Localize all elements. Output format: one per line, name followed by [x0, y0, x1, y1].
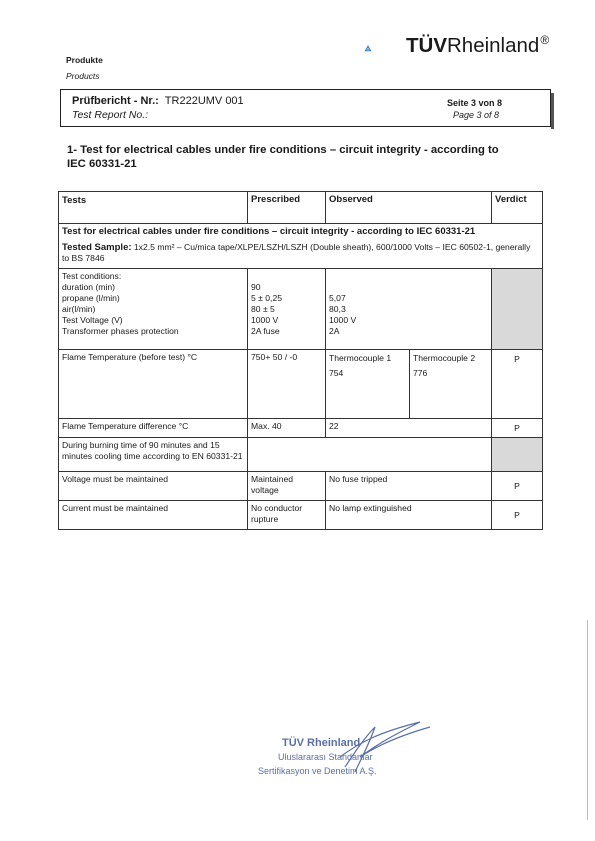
voltage-prescribed: Maintained voltage	[248, 472, 326, 501]
flame-temp-prescribed: 750+ 50 / -0	[248, 350, 326, 419]
thermocouple-1: Thermocouple 1 754	[326, 350, 410, 419]
section-title: Test for electrical cables under fire conditions – circuit integrity - according to IEC 60331-21	[62, 226, 476, 237]
brand-logo: TÜVRheinland®	[406, 33, 550, 57]
conditions-tests: Test conditions: duration (min) propane (l/min) air(l/min) Test Voltage (V) Transformer phases protection	[59, 269, 248, 350]
flame-diff-prescribed: Max. 40	[248, 419, 326, 438]
current-test: Current must be maintained	[59, 501, 248, 530]
table-row	[59, 224, 543, 269]
scan-edge-line	[587, 620, 588, 820]
table-header-row	[59, 192, 543, 224]
current-observed: No lamp extinguished	[326, 501, 492, 530]
tested-sample: Tested Sample: 1x2.5 mm² – Cu/mica tape/XLPE/LSZH/LSZH (Double sheath), 600/1000 Volts – IEC 60502-1, generally to BS 7846	[62, 242, 531, 263]
header-prescribed: Prescribed	[248, 192, 326, 224]
flame-diff-test: Flame Temperature difference °C	[59, 419, 248, 438]
results-table	[58, 191, 543, 530]
current-prescribed: No conductor rupture	[248, 501, 326, 530]
flame-diff-observed: 22	[326, 419, 492, 438]
voltage-test: Voltage must be maintained	[59, 472, 248, 501]
report-number-line	[72, 95, 244, 107]
burning-test: During burning time of 90 minutes and 15 minutes cooling time according to EN 60331-21	[59, 438, 248, 472]
stamp-line-2: Uluslararası Standartlar	[278, 752, 373, 762]
thermocouple-2: Thermocouple 2 776	[410, 350, 492, 419]
report-label-en: Test Report No.:	[72, 109, 149, 121]
table-row	[59, 438, 543, 472]
conditions-verdict	[492, 269, 543, 350]
burning-observed	[248, 438, 492, 472]
table-row	[59, 501, 543, 530]
triangle-logo-icon	[364, 28, 404, 68]
table-row	[59, 419, 543, 438]
voltage-observed: No fuse tripped	[326, 472, 492, 501]
table-row	[59, 350, 543, 419]
current-verdict: P	[492, 501, 543, 530]
section-heading: 1- Test for electrical cables under fire conditions – circuit integrity - according to IEC 60331-21	[67, 144, 499, 170]
stamp-company: TÜV Rheinland	[282, 737, 361, 749]
conditions-observed: 5,07 80,3 1000 V 2A	[326, 269, 492, 350]
page-number-en: Page 3 of 8	[453, 110, 500, 120]
conditions-prescribed: 90 5 ± 0,25 80 ± 5 1000 V 2A fuse	[248, 269, 326, 350]
burning-verdict	[492, 438, 543, 472]
report-label-de: Prüfbericht - Nr.:	[72, 95, 159, 107]
products-label-en: Products	[66, 71, 100, 81]
page-number-de: Seite 3 von 8	[447, 98, 503, 108]
flame-diff-verdict: P	[492, 419, 543, 438]
stamp-line-3: Sertifikasyon ve Denetim A.Ş.	[258, 766, 377, 776]
report-number: TR222UMV 001	[164, 95, 244, 107]
voltage-verdict: P	[492, 472, 543, 501]
flame-temp-verdict: P	[492, 350, 543, 419]
products-label-de: Produkte	[66, 55, 103, 65]
flame-temp-test: Flame Temperature (before test) °C	[59, 350, 248, 419]
table-row	[59, 269, 543, 350]
header-verdict: Verdict	[492, 192, 543, 224]
header-observed: Observed	[326, 192, 492, 224]
table-row	[59, 472, 543, 501]
header-tests: Tests	[59, 192, 248, 224]
